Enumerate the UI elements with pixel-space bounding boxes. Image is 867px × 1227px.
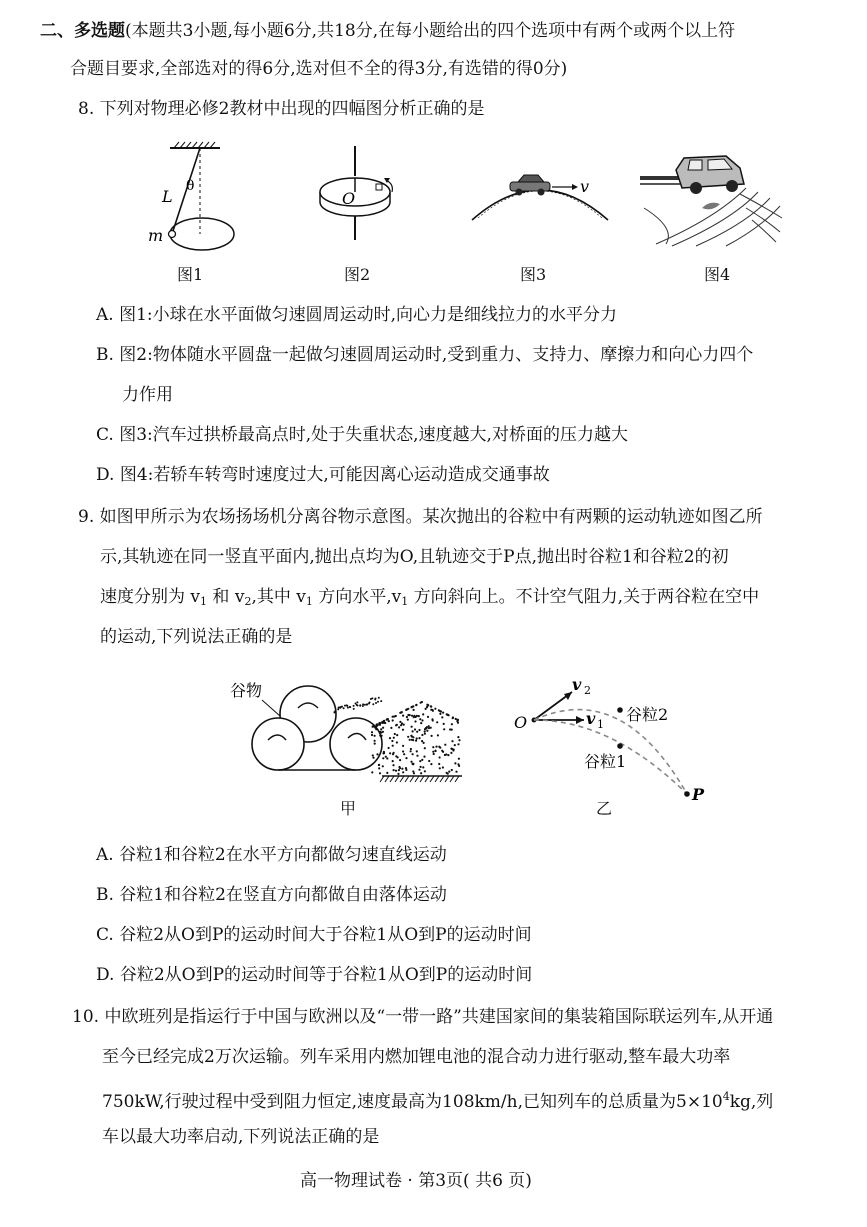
q10-stem-line3: 750kW,行驶过程中受到阻力恒定,速度最高为108km/h,已知列车的总质量为$5\times 10^4kg$,列 bbox=[102, 1090, 774, 1112]
section-title: 二、多选题 bbox=[40, 21, 125, 41]
label-theta: θ bbox=[186, 178, 195, 194]
q8-figure-2 bbox=[310, 140, 420, 250]
q8-figure-4 bbox=[636, 148, 786, 248]
q9-option-c: C. 谷粒2从O到P的运动时间大于谷粒1从O到P的运动时间 bbox=[96, 925, 532, 945]
q9-stem-line1: 9. 如图甲所示为农场扬场机分离谷物示意图。某次抛出的谷粒中有两颗的运动轨迹如图乙所 bbox=[78, 507, 763, 527]
q8-stem: 8. 下列对物理必修2教材中出现的四幅图分析正确的是 bbox=[78, 99, 485, 119]
caption-fig2: 图2 bbox=[344, 265, 371, 284]
q9-figure-yi bbox=[512, 670, 722, 810]
q8-option-a: A. 图1:小球在水平面做匀速圆周运动时,向心力是细线拉力的水平分力 bbox=[96, 305, 618, 325]
label-grain: 谷物 bbox=[230, 681, 263, 700]
label-O-yi: O bbox=[514, 713, 528, 732]
label-P: P bbox=[692, 785, 705, 804]
label-v2-sub: 2 bbox=[584, 684, 591, 697]
q9-stem-line2: 示,其轨迹在同一竖直平面内,抛出点均为O,且轨迹交于P点,抛出时谷粒1和谷粒2的初 bbox=[100, 547, 729, 567]
q9-figure-jia bbox=[222, 668, 472, 786]
q8-option-b-line1: B. 图2:物体随水平圆盘一起做匀速圆周运动时,受到重力、支持力、摩擦力和向心力四个 bbox=[96, 345, 754, 365]
section-instruction-line1: 二、多选题(本题共3小题,每小题6分,共18分,在每小题给出的四个选项中有两个或两个以上符 bbox=[40, 21, 736, 41]
caption-fig4: 图4 bbox=[704, 265, 731, 284]
q8-option-c: C. 图3:汽车过拱桥最高点时,处于失重状态,速度越大,对桥面的压力越大 bbox=[96, 425, 628, 445]
label-grain1: 谷粒1 bbox=[584, 752, 627, 771]
q8-option-d: D. 图4:若轿车转弯时速度过大,可能因离心运动造成交通事故 bbox=[96, 465, 550, 485]
q10-stem-line1: 10. 中欧班列是指运行于中国与欧洲以及“一带一路”共建国家间的集装箱国际联运列车,从开通 bbox=[72, 1007, 774, 1027]
q8-figure-1 bbox=[140, 138, 260, 256]
label-O: O bbox=[342, 189, 356, 208]
q9-option-a: A. 谷粒1和谷粒2在水平方向都做匀速直线运动 bbox=[96, 845, 447, 865]
q9-option-b: B. 谷粒1和谷粒2在竖直方向都做自由落体运动 bbox=[96, 885, 447, 905]
label-v1: v bbox=[586, 709, 596, 728]
q10-stem-line4: 车以最大功率启动,下列说法正确的是 bbox=[102, 1127, 380, 1147]
label-v1-sub: 1 bbox=[597, 718, 604, 731]
q9-option-d: D. 谷粒2从O到P的运动时间等于谷粒1从O到P的运动时间 bbox=[96, 965, 533, 985]
caption-yi: 乙 bbox=[596, 799, 613, 818]
label-v2: v bbox=[572, 675, 582, 694]
q8-figure-3 bbox=[470, 160, 610, 230]
label-L: L bbox=[162, 187, 173, 206]
q10-stem-line2: 至今已经完成2万次运输。列车采用内燃加锂电池的混合动力进行驱动,整车最大功率 bbox=[102, 1047, 731, 1067]
q8-option-b-line2: 力作用 bbox=[122, 385, 173, 405]
page-footer: 高一物理试卷 · 第3页( 共6 页) bbox=[300, 1171, 532, 1191]
caption-jia: 甲 bbox=[340, 799, 357, 818]
label-grain2: 谷粒2 bbox=[626, 705, 669, 724]
caption-fig3: 图3 bbox=[520, 265, 547, 284]
label-m: m bbox=[148, 226, 164, 245]
label-v: v bbox=[580, 177, 590, 196]
q9-stem-line4: 的运动,下列说法正确的是 bbox=[100, 627, 293, 647]
section-instruction-line2: 合题目要求,全部选对的得6分,选对但不全的得3分,有选错的得0分) bbox=[70, 59, 568, 79]
q9-stem-line3: 速度分别为 $v_1$ 和 $v_2$,其中 $v_1$ 方向水平$,v_1$ 方向斜向上。不计空气阻力,关于两谷粒在空中 bbox=[100, 587, 760, 608]
caption-fig1: 图1 bbox=[177, 265, 204, 284]
